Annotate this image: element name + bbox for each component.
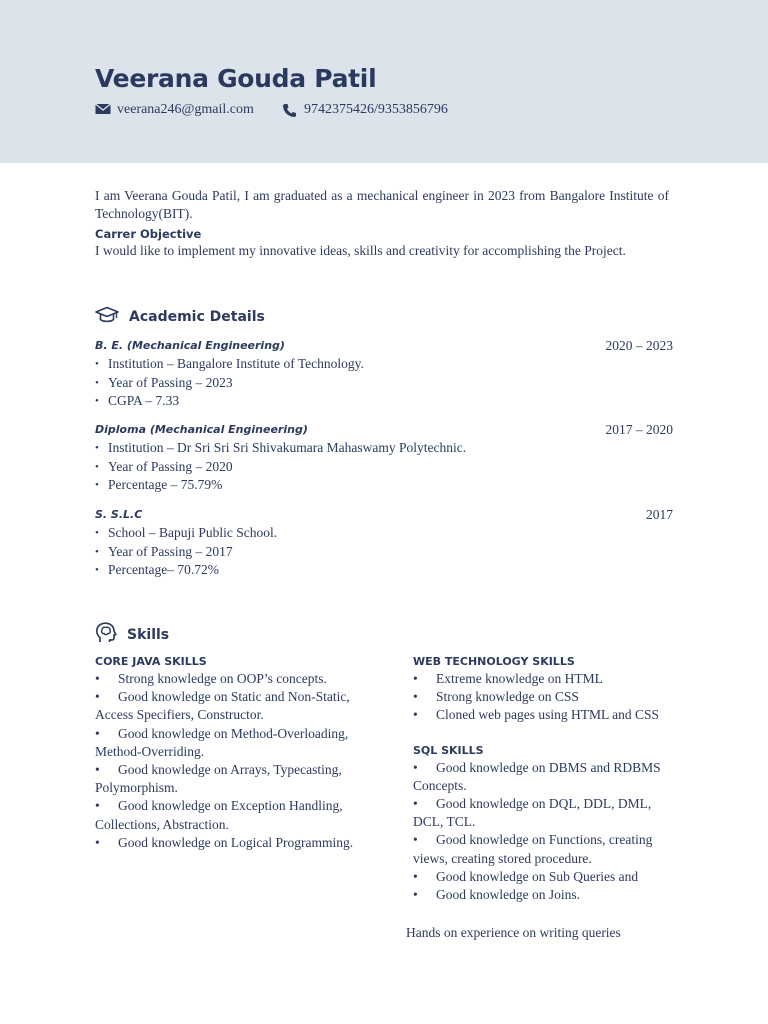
envelope-icon xyxy=(95,103,111,117)
list-item: • Good knowledge on Functions, creating views, creating stored procedure. xyxy=(413,832,653,866)
skill-category-title: CORE JAVA SKILLS xyxy=(95,655,207,668)
extra-note: Hands on experience on writing queries xyxy=(406,925,621,940)
list-item: • Percentage – 75.79% xyxy=(95,476,673,495)
academic-title: Academic Details xyxy=(129,309,265,325)
degree-title: B. E. (Mechanical Engineering) xyxy=(95,339,285,352)
phone-icon xyxy=(282,103,298,117)
list-item: • Cloned web pages using HTML and CSS xyxy=(413,707,659,723)
candidate-name: Veerana Gouda Patil xyxy=(95,64,377,93)
list-item: • Strong knowledge on CSS xyxy=(413,689,579,705)
education-entry-be xyxy=(95,337,673,411)
list-item: • CGPA – 7.33 xyxy=(95,392,673,411)
skill-category-title: SQL SKILLS xyxy=(413,743,484,757)
skills-section-heading xyxy=(95,622,169,648)
list-item: • Institution – Dr Sri Sri Sri Shivakumara Mahaswamy Polytechnic. xyxy=(95,439,673,458)
list-item: • Good knowledge on Joins. xyxy=(413,887,580,903)
list-item: • Good knowledge on Arrays, Typecasting, Polymorphism. xyxy=(95,762,342,796)
email-text[interactable]: veerana246@gmail.com xyxy=(117,102,254,117)
education-entry-diploma xyxy=(95,421,673,495)
degree-years: 2017 – 2020 xyxy=(605,422,673,437)
phone-text: 9742375426/9353856796 xyxy=(304,102,448,117)
list-item: • Extreme knowledge on HTML xyxy=(413,671,603,686)
degree-years: 2017 xyxy=(646,507,673,522)
objective-paragraph: I would like to implement my innovative ideas, skills and creativity for accomplishing the Project. xyxy=(95,243,626,258)
list-item: • Strong knowledge on OOP’s concepts. xyxy=(95,671,327,686)
list-item: • Year of Passing – 2023 xyxy=(95,374,673,393)
email-contact xyxy=(95,102,254,118)
list-item: • Good knowledge on Logical Programming. xyxy=(95,834,354,850)
degree-title: S. S.L.C xyxy=(95,508,143,521)
list-item: • Year of Passing – 2020 xyxy=(95,458,673,477)
header-banner xyxy=(0,0,768,163)
list-item: • Percentage– 70.72% xyxy=(95,561,673,580)
skills-title: Skills xyxy=(127,627,170,643)
list-item: • Year of Passing – 2017 xyxy=(95,543,673,562)
phone-contact xyxy=(282,102,448,118)
degree-years: 2020 – 2023 xyxy=(605,338,673,353)
list-item: • Good knowledge on Sub Queries and xyxy=(413,868,639,884)
web-and-sql-skills xyxy=(413,654,675,904)
list-item: • Good knowledge on Method-Overloading, Method-Overriding. xyxy=(95,725,349,759)
education-entry-sslc xyxy=(95,506,673,580)
list-item: • Good knowledge on DQL, DDL, DML, DCL, TCL. xyxy=(413,796,652,830)
intro-paragraph: I am Veerana Gouda Patil, I am graduated as a mechanical engineer in 2023 from Bangalore Institute of Technology(BIT). xyxy=(95,188,669,221)
graduation-cap-icon xyxy=(95,306,119,328)
core-java-skills xyxy=(95,654,355,852)
degree-title: Diploma (Mechanical Engineering) xyxy=(95,423,308,436)
list-item: • Institution – Bangalore Institute of Technology. xyxy=(95,355,673,374)
list-item: • Good knowledge on DBMS and RDBMS Concepts. xyxy=(413,759,661,793)
list-item: • School – Bapuji Public School. xyxy=(95,524,673,543)
head-brain-icon xyxy=(95,622,117,648)
objective-title: Carrer Objective xyxy=(95,227,202,241)
academic-section-heading xyxy=(95,306,265,328)
list-item: • Good knowledge on Static and Non-Static, Access Specifiers, Constructor. xyxy=(95,689,350,723)
skill-category-title: WEB TECHNOLOGY SKILLS xyxy=(413,655,575,668)
list-item: • Good knowledge on Exception Handling, Collections, Abstraction. xyxy=(95,798,343,832)
